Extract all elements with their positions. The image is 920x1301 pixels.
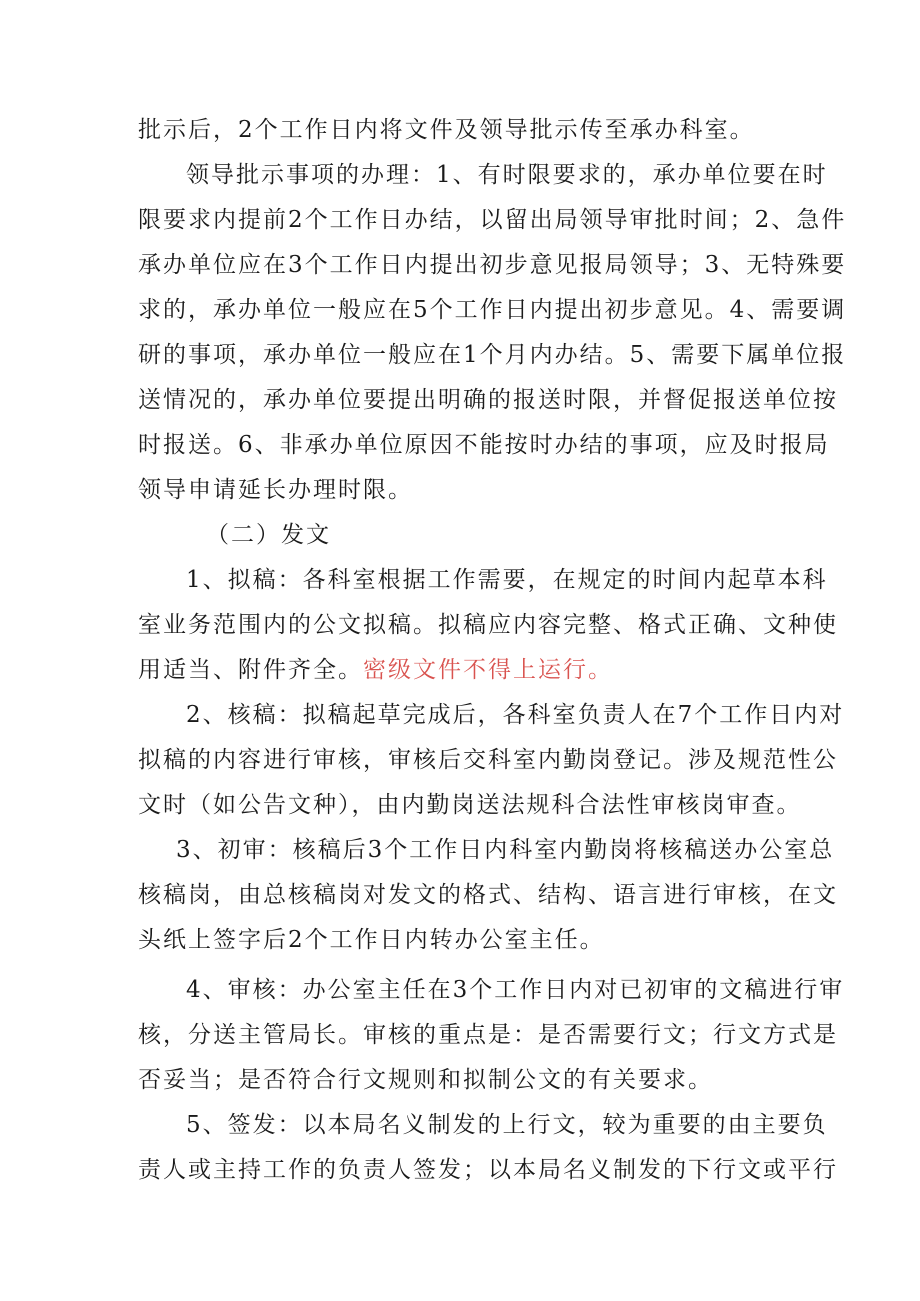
paragraph-line: 核稿岗，由总核稿岗对发文的格式、结构、语言进行审核，在文 [138,882,838,908]
paragraph-line: 核，分送主管局长。审核的重点是：是否需要行文；行文方式是 [138,1022,838,1048]
paragraph-line: 承办单位应在3个工作日内提出初步意见报局领导；3、无特殊要 [138,252,847,278]
highlighted-note: 密级文件不得上运行。 [363,657,613,683]
paragraph-line: 限要求内提前2个工作日办结，以留出局领导审批时间；2、急件 [138,207,847,233]
paragraph-line: 送情况的，承办单位要提出明确的报送时限，并督促报送单位按 [138,387,838,413]
paragraph-line: 5、签发：以本局名义制发的上行文，较为重要的由主要负 [186,1112,828,1138]
paragraph-line: 1、拟稿：各科室根据工作需要，在规定的时间内起草本科 [186,567,828,593]
paragraph-line: 室业务范围内的公文拟稿。拟稿应内容完整、格式正确、文种使 [138,612,838,638]
line-text: 用适当、附件齐全。 [138,657,363,683]
paragraph-line: 4、审核：办公室主任在3个工作日内对已初审的文稿进行审 [186,977,845,1003]
paragraph-line: 否妥当；是否符合行文规则和拟制公文的有关要求。 [138,1067,713,1093]
paragraph-line: 时报送。6、非承办单位原因不能按时办结的事项，应及时报局 [138,432,830,458]
section-heading: （二）发文 [206,522,331,548]
paragraph-line: 研的事项，承办单位一般应在1个月内办结。5、需要下属单位报 [138,342,847,368]
paragraph-line: 3、初审：核稿后3个工作日内科室内勤岗将核稿送办公室总 [176,837,835,863]
paragraph-line: 求的，承办单位一般应在5个工作日内提出初步意见。4、需要调 [138,297,847,323]
paragraph-line: 领导申请延长办理时限。 [138,477,413,503]
paragraph-line: 责人或主持工作的负责人签发；以本局名义制发的下行文或平行 [138,1157,838,1183]
paragraph-line: 领导批示事项的办理：1、有时限要求的，承办单位要在时 [186,162,828,188]
paragraph-line: 批示后，2个工作日内将文件及领导批示传至承办科室。 [138,117,755,143]
paragraph-line: 拟稿的内容进行审核，审核后交科室内勤岗登记。涉及规范性公 [138,747,838,773]
paragraph-line: 头纸上签字后2个工作日内转办公室主任。 [138,927,605,953]
paragraph-line [138,655,798,685]
paragraph-line: 文时（如公告文种），由内勤岗送法规科合法性审核岗审查。 [138,792,802,818]
paragraph-line: 2、核稿：拟稿起草完成后，各科室负责人在7个工作日内对 [186,702,845,728]
